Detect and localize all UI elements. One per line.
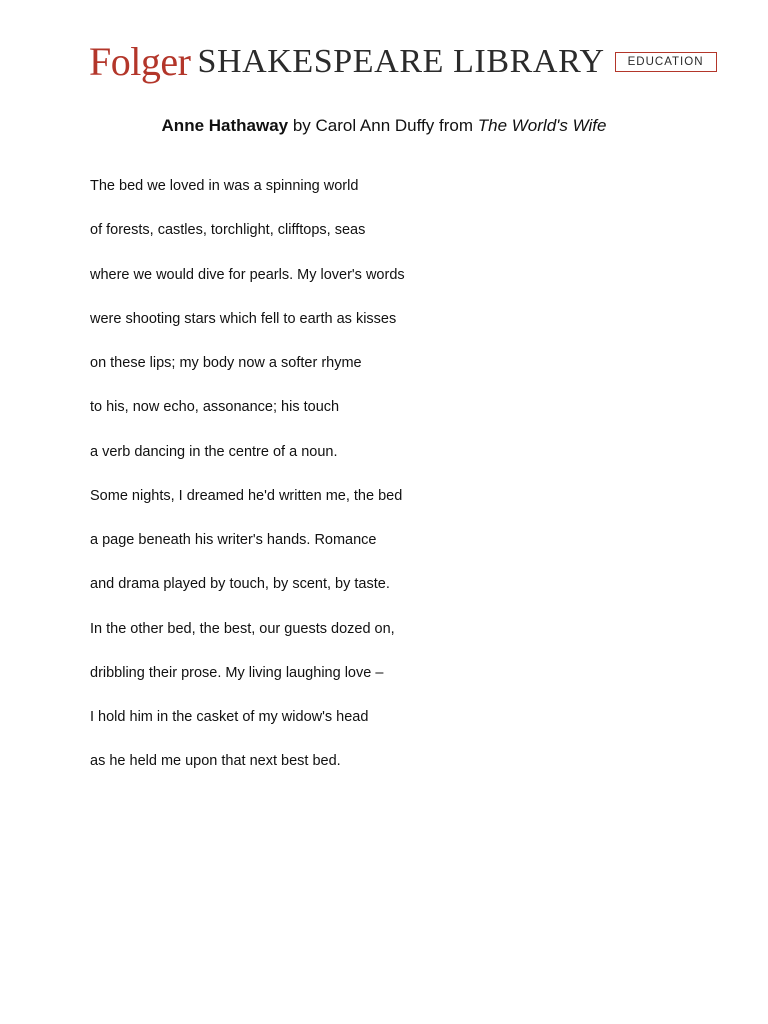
poem-body (90, 173, 405, 793)
poem-line: The bed we loved in was a spinning world (90, 178, 359, 194)
author-attribution: by Carol Ann Duffy from (288, 116, 478, 135)
poem-line: as he held me upon that next best bed. (90, 753, 341, 770)
poem-line: to his, now echo, assonance; his touch (90, 399, 340, 416)
poem-line: a page beneath his writer's hands. Romance (90, 532, 377, 548)
book-title: The World's Wife (477, 116, 607, 135)
logo-folger-wordmark: Folger (89, 39, 191, 84)
poem-line: on these lips; my body now a softer rhyme (90, 355, 362, 371)
poem-title: Anne Hathaway (161, 116, 289, 135)
poem-line: where we would dive for pearls. My lover's words (90, 266, 405, 283)
poem-line: dribbling their prose. My living laughing love – (90, 664, 384, 681)
poem-line: Some nights, I dreamed he'd written me, the bed (90, 487, 403, 504)
folger-logo (89, 38, 717, 86)
poem-line: In the other bed, the best, our guests dozed on, (90, 620, 395, 637)
poem-line: a verb dancing in the centre of a noun. (90, 443, 338, 460)
poem-line: were shooting stars which fell to earth as kisses (90, 310, 397, 327)
logo-shakespeare-library-wordmark: SHAKESPEARE LIBRARY (197, 43, 605, 80)
education-badge: EDUCATION (615, 52, 717, 72)
poem-line: I hold him in the casket of my widow's head (90, 709, 369, 725)
document-title (0, 114, 768, 138)
poem-line: and drama played by touch, by scent, by taste. (90, 576, 390, 593)
poem-line: of forests, castles, torchlight, clifftops, seas (90, 222, 366, 239)
